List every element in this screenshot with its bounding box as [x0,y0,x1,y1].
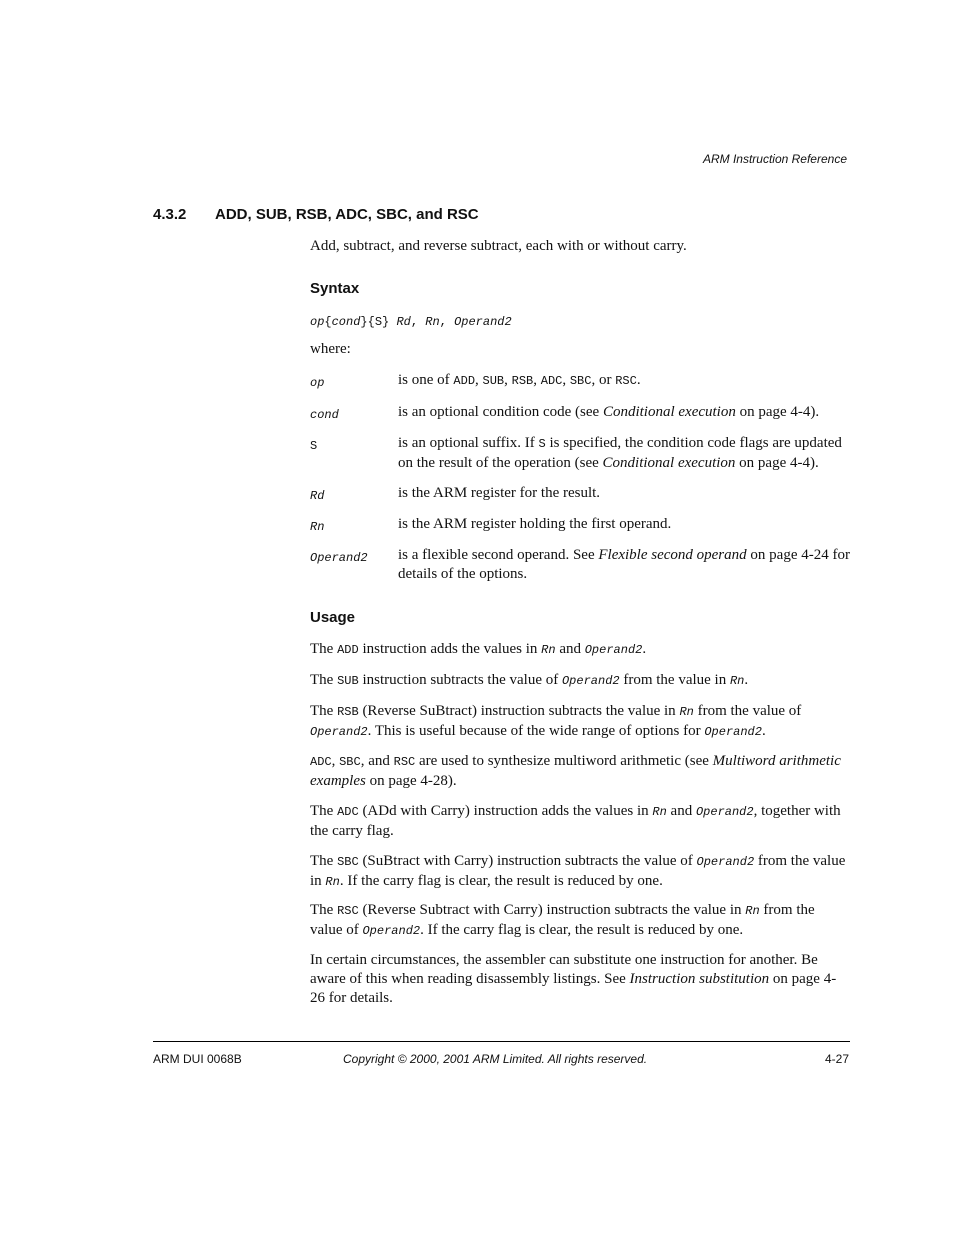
definition-term: op [310,376,325,390]
section-title: ADD, SUB, RSB, ADC, SBC, and RSC [215,206,479,223]
intro-paragraph: Add, subtract, and reverse subtract, each with or without carry. [310,238,687,254]
usage-paragraph: The SBC (SuBtract with Carry) instruction subtracts the value of Operand2 from the value in Rn. If the carry flag is clear, the result is reduced by one. [310,853,846,889]
definition-term: S [310,439,318,453]
definition-text: is the ARM register for the result. [398,485,601,501]
usage-paragraph: ADC, SBC, and RSC are used to synthesize multiword arithmetic (see Multiword arithmetic examples on page 4-28). [310,753,841,789]
running-header: ARM Instruction Reference [702,152,847,166]
definition-term: cond [310,408,339,422]
footer-copyright: Copyright © 2000, 2001 ARM Limited. All rights reserved. [343,1052,648,1066]
usage-paragraph: The ADC (ADd with Carry) instruction adds the values in Rn and Operand2, together with the carry flag. [310,803,841,839]
usage-paragraph: The RSC (Reverse Subtract with Carry) instruction subtracts the value in Rn from the value of Operand2. If the carry flag is clear, the result is reduced by one. [310,902,815,938]
definition-text: is the ARM register holding the first operand. [398,516,672,532]
definition-term: Operand2 [310,551,368,565]
usage-paragraph: The RSB (Reverse SuBtract) instruction subtracts the value in Rn from the value of Operand2. This is useful because of the wide range of options for Operand2. [310,703,802,739]
section-number: 4.3.2 [153,206,187,223]
syntax-heading: Syntax [310,280,360,297]
usage-paragraph: In certain circumstances, the assembler can substitute one instruction for another. Be aware of this when reading disassembly listings. See Instruction substitution on page 4-26 for details. [310,952,837,1006]
where-label: where: [310,341,351,357]
usage-paragraph: The SUB instruction subtracts the value of Operand2 from the value in Rn. [310,672,749,688]
syntax-line: op{cond}{S} Rd, Rn, Operand2 [310,315,512,329]
definition-text: is a flexible second operand. See Flexible second operand on page 4-24 for details of the options. [398,547,850,582]
footer-page-number: 4-27 [824,1052,849,1066]
footer-doc-id: ARM DUI 0068B [153,1052,242,1066]
definition-text: is one of ADD, SUB, RSB, ADC, SBC, or RSC. [398,372,641,388]
definition-term: Rn [310,520,325,534]
footer-rule [153,1041,850,1042]
definition-term: Rd [310,489,325,503]
definition-text: is an optional suffix. If S is specified, the condition code flags are updated on the result of the operation (see Conditional execution on page 4-4). [398,435,842,471]
usage-heading: Usage [310,609,356,626]
definition-text: is an optional condition code (see Conditional execution on page 4-4). [398,404,820,420]
usage-paragraph: The ADD instruction adds the values in Rn and Operand2. [310,641,647,657]
